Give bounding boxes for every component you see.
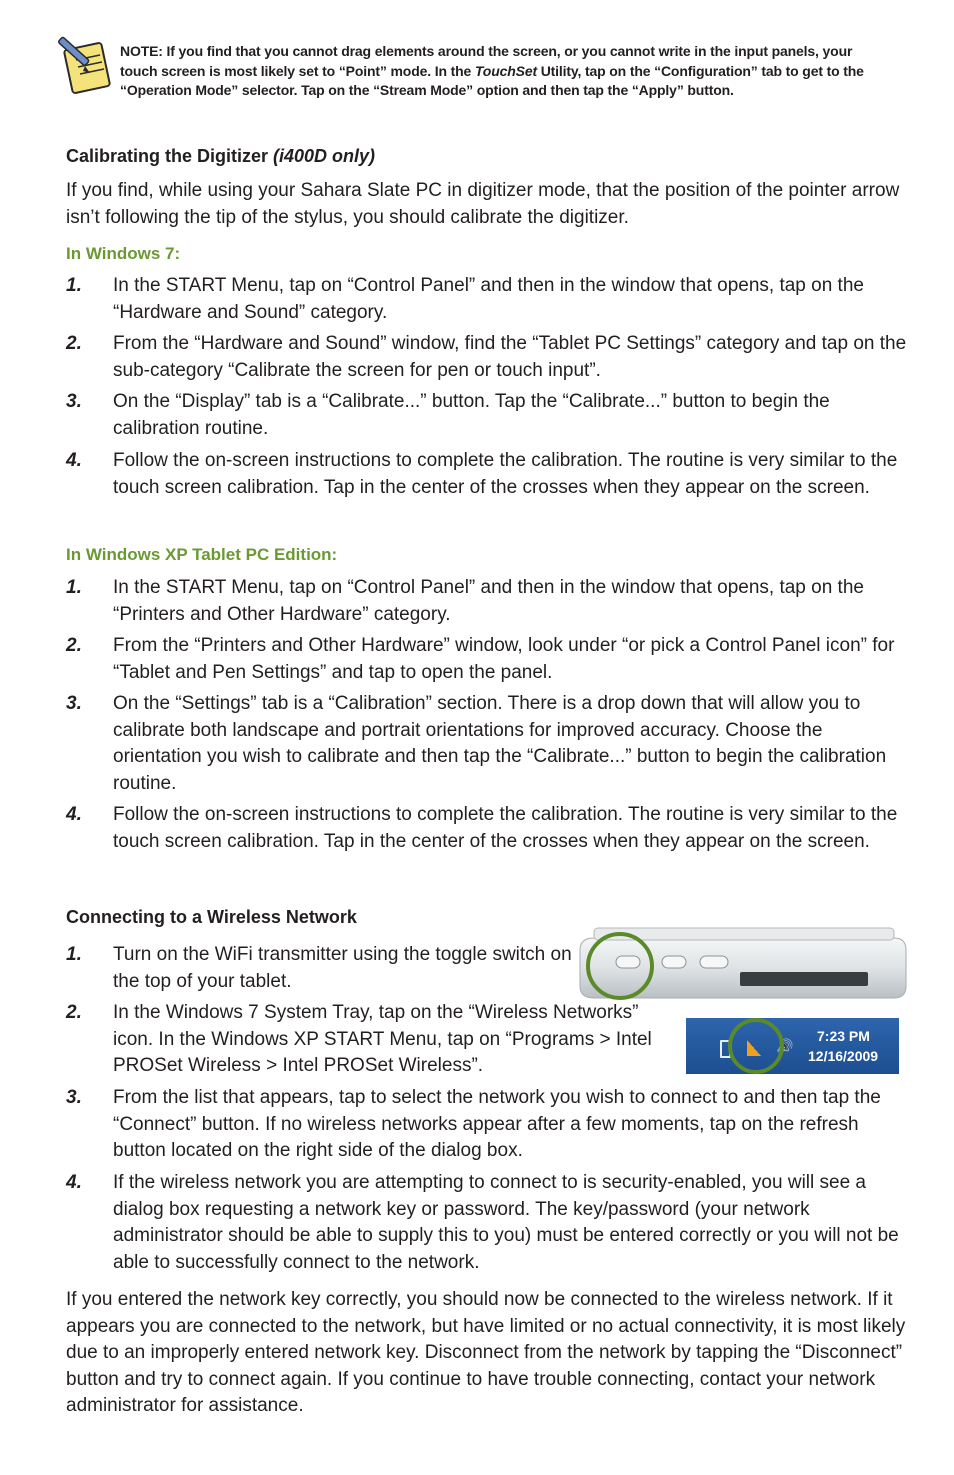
- volume-icon[interactable]: 🔊: [776, 1039, 794, 1055]
- tray-date: 12/16/2009: [808, 1048, 879, 1064]
- xp-step-4: 4. Follow the on-screen instructions to complete the calibration. The routine is very similar to the touch screen calibration. Tap in the center of the crosses when they appear on the screen.: [66, 804, 898, 852]
- xp-step-3: 3. On the “Settings” tab is a “Calibration” section. There is a drop down that will allow you to calibrate both landscape and portrait orientations for improved accuracy. Choose the orientation you wish to calibrate and then tap the “Calibrate...” button to begin the calibration routine.: [66, 693, 887, 794]
- tray-time: 7:23 PM: [817, 1028, 870, 1044]
- wireless-step-2: 2. In the Windows 7 System Tray, tap on the “Wireless Networks” icon. In the Windows XP START Menu, tap on “Programs > Intel PROSet Wireless > Intel PROSet Wireless”.: [66, 1002, 652, 1076]
- note-text: NOTE: If you find that you cannot drag elements around the screen, or you cannot write in the input panels, your touch screen is most likely set to “Point” mode. In the TouchSet Utility, tap on the “Configuration” tab to get to the “Operation Mode” selector. Tap on the “Stream Mode” option and then tap the “Apply” button.: [120, 43, 864, 98]
- win7-step-2: 2. From the “Hardware and Sound” window, find the “Tablet PC Settings” category and tap on the sub-category “Calibrate the screen for pen or touch input”.: [66, 333, 907, 381]
- wireless-step-1: 1. Turn on the WiFi transmitter using the toggle switch on the top of your tablet.: [66, 944, 572, 992]
- win7-step-3: 3. On the “Display” tab is a “Calibrate...” button. Tap the “Calibrate...” button to begin the calibration routine.: [66, 391, 830, 439]
- xp-step-2: 2. From the “Printers and Other Hardware” window, look under “or pick a Control Panel icon” for “Tablet and Pen Settings” and tap to open the panel.: [66, 635, 895, 683]
- wireless-heading: Connecting to a Wireless Network: [66, 907, 357, 927]
- win7-step-1: 1. In the START Menu, tap on “Control Panel” and then in the window that opens, tap on the “Hardware and Sound” category.: [66, 275, 864, 323]
- xp-step-1: 1. In the START Menu, tap on “Control Panel” and then in the window that opens, tap on the “Printers and Other Hardware” category.: [66, 577, 864, 625]
- notepad-pencil-icon: [54, 36, 112, 94]
- windows7-system-tray: [686, 1018, 899, 1074]
- wireless-icon-highlight-circle: [686, 1010, 899, 1080]
- wireless-closing: If you entered the network key correctly, you should now be connected to the wireless network. If it appears you are connected to the network, but have limited or no actual connectivity, it is most likely due to an improperly entered network key. Disconnect from the network by tapping the “Disconnect” button and try to connect again. If you continue to have trouble connecting, contact your network administrator for assistance.: [66, 1289, 906, 1416]
- win7-heading: In Windows 7:: [66, 244, 181, 263]
- calibrate-intro: If you find, while using your Sahara Slate PC in digitizer mode, that the position of the pointer arrow isn’t following the tip of the stylus, you should calibrate the digitizer.: [66, 180, 900, 228]
- calibrate-heading: Calibrating the Digitizer (i400D only): [66, 146, 376, 166]
- tablet-top-edge-photo: [576, 924, 912, 1004]
- wireless-step-4: 4. If the wireless network you are attempting to connect to is security-enabled, you will see a dialog box requesting a network key or password. The key/password (your network administrator should be able to supply this to you) must be entered correctly or you will not be able to successfully connect to the network.: [66, 1172, 899, 1273]
- xp-heading: In Windows XP Tablet PC Edition:: [66, 545, 338, 564]
- wireless-step-3: 3. From the list that appears, tap to select the network you wish to connect to and then tap the “Connect” button. If no wireless networks appear after a few moments, tap on the refresh button located on the right side of the dialog box.: [66, 1087, 881, 1161]
- win7-step-4: 4. Follow the on-screen instructions to complete the calibration. The routine is very similar to the touch screen calibration. Tap in the center of the crosses when they appear on the screen.: [66, 450, 898, 498]
- touchset-app-name: TouchSet: [474, 62, 537, 79]
